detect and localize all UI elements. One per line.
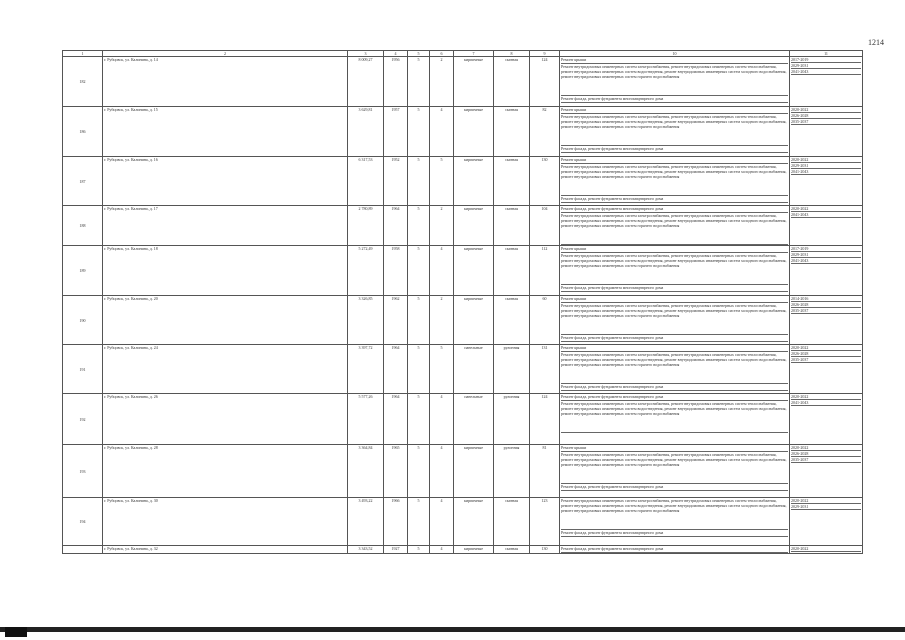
years-cell: [790, 498, 863, 546]
roof-type-cell: скатная: [494, 206, 530, 246]
wall-material-cell: кирпичные: [454, 57, 494, 107]
row-number: 191: [63, 345, 103, 394]
work-item: Ремонт внутридомовых инженерных систем электроснабжения, ремонт внутридомовых инженерных систем теплоснабжения, ремонт внутридомовых инженерных систем водоотведения, ремонт внутридомовых инженерных систем холодного водоснабжения, ремонт внутридомовых инженерных систем горячего водоснабжения: [561, 452, 788, 484]
units-cell: 112: [530, 246, 560, 296]
work-item: Ремонт фасада, ремонт фундамента многоквартирного дома: [561, 335, 788, 342]
works-cell: [560, 246, 790, 296]
entrances-cell: 2: [430, 57, 454, 107]
work-item: Ремонт фасада, ремонт фундамента многоквартирного дома: [561, 206, 788, 213]
year-range: 2020-2022: [791, 394, 861, 400]
year-range: 2017-2019: [791, 57, 861, 63]
row-number: 186: [63, 107, 103, 157]
entrances-cell: 4: [430, 445, 454, 498]
year-range: 2029-2031: [791, 252, 861, 258]
years-cell: [790, 445, 863, 498]
table-row: [63, 546, 863, 554]
year-range: 2026-2028: [791, 351, 861, 357]
row-number: 182: [63, 57, 103, 107]
work-item: Ремонт внутридомовых инженерных систем электроснабжения, ремонт внутридомовых инженерных систем теплоснабжения, ремонт внутридомовых инженерных систем водоотведения, ремонт внутридомовых инженерных систем холодного водоснабжения, ремонт внутридомовых инженерных систем горячего водоснабжения: [561, 352, 788, 384]
wall-material-cell: панельные: [454, 394, 494, 445]
units-cell: 82: [530, 107, 560, 157]
works-cell: [560, 57, 790, 107]
address-cell: г. Рубцовск, ул. Калинина, д. 30: [103, 498, 348, 546]
area-cell: 3 343,52: [348, 546, 384, 554]
row-number: 194: [63, 498, 103, 546]
units-cell: 81: [530, 445, 560, 498]
floors-cell: 5: [408, 394, 430, 445]
work-item: Ремонт внутридомовых инженерных систем электроснабжения, ремонт внутридомовых инженерных систем теплоснабжения, ремонт внутридомовых инженерных систем водоотведения, ремонт внутридомовых инженерных систем холодного водоснабжения, ремонт внутридомовых инженерных систем горячего водоснабжения: [561, 164, 788, 196]
address-cell: г. Рубцовск, ул. Калинина, д. 28: [103, 445, 348, 498]
roof-type-cell: скатная: [494, 57, 530, 107]
entrances-cell: 2: [430, 296, 454, 345]
area-cell: 5 577,26: [348, 394, 384, 445]
year-range: 2026-2028: [791, 113, 861, 119]
year-range: 2026-2028: [791, 302, 861, 308]
row-number: 193: [63, 445, 103, 498]
years-cell: [790, 246, 863, 296]
year-range: 2029-2031: [791, 163, 861, 169]
scan-mark: [5, 627, 27, 637]
header-cell: 3: [348, 51, 384, 57]
area-cell: 3 493,22: [348, 498, 384, 546]
works-cell: [560, 445, 790, 498]
works-cell: [560, 345, 790, 394]
header-cell: 7: [454, 51, 494, 57]
floors-cell: 5: [408, 246, 430, 296]
year-range: 2041-2043: [791, 69, 861, 75]
floors-cell: 5: [408, 445, 430, 498]
roof-type-cell: скатная: [494, 157, 530, 206]
work-item: Ремонт внутридомовых инженерных систем электроснабжения, ремонт внутридомовых инженерных систем теплоснабжения, ремонт внутридомовых инженерных систем водоотведения, ремонт внутридомовых инженерных систем холодного водоснабжения, ремонт внутридомовых инженерных систем горячего водоснабжения: [561, 498, 788, 530]
entrances-cell: 4: [430, 498, 454, 546]
works-cell: [560, 498, 790, 546]
year-range: 2026-2028: [791, 451, 861, 457]
row-number: 190: [63, 296, 103, 345]
year-range: 2041-2043: [791, 169, 861, 175]
area-cell: 3 364,84: [348, 445, 384, 498]
roof-type-cell: рулонная: [494, 345, 530, 394]
header-cell: 11: [790, 51, 863, 57]
row-number: 189: [63, 246, 103, 296]
address-cell: г. Рубцовск, ул. Калинина, д. 15: [103, 107, 348, 157]
table-row: [63, 206, 863, 246]
area-cell: 5 272,49: [348, 246, 384, 296]
year-built-cell: 1965: [384, 445, 408, 498]
wall-material-cell: панельные: [454, 345, 494, 394]
units-cell: 130: [530, 546, 560, 554]
page-number: 1214: [868, 38, 884, 47]
year-built-cell: 1964: [384, 345, 408, 394]
work-item: Ремонт крыши: [561, 246, 788, 253]
address-cell: г. Рубцовск, ул. Калинина, д. 32: [103, 546, 348, 554]
years-cell: [790, 206, 863, 246]
year-range: 2035-2037: [791, 357, 861, 363]
year-range: 2020-2022: [791, 345, 861, 351]
works-cell: [560, 157, 790, 206]
capital-repair-table: [62, 50, 863, 554]
years-cell: [790, 345, 863, 394]
year-range: 2020-2022: [791, 206, 861, 212]
floors-cell: 5: [408, 546, 430, 554]
year-built-cell: 1957: [384, 107, 408, 157]
year-range: 2041-2043: [791, 212, 861, 218]
year-built-cell: 1964: [384, 394, 408, 445]
years-cell: [790, 57, 863, 107]
work-item: Ремонт фасада, ремонт фундамента многоквартирного дома: [561, 285, 788, 292]
work-item: Ремонт фасада, ремонт фундамента многоквартирного дома: [561, 146, 788, 153]
entrances-cell: 4: [430, 246, 454, 296]
wall-material-cell: кирпичные: [454, 107, 494, 157]
work-item: Ремонт фасада, ремонт фундамента многоквартирного дома: [561, 546, 788, 553]
entrances-cell: 5: [430, 345, 454, 394]
table-row: [63, 107, 863, 157]
roof-type-cell: скатная: [494, 296, 530, 345]
entrances-cell: 2: [430, 206, 454, 246]
work-item: Ремонт внутридомовых инженерных систем электроснабжения, ремонт внутридомовых инженерных систем теплоснабжения, ремонт внутридомовых инженерных систем водоотведения, ремонт внутридомовых инженерных систем холодного водоснабжения, ремонт внутридомовых инженерных систем горячего водоснабжения: [561, 401, 788, 433]
entrances-cell: 5: [430, 157, 454, 206]
work-item: Ремонт внутридомовых инженерных систем электроснабжения, ремонт внутридомовых инженерных систем теплоснабжения, ремонт внутридомовых инженерных систем водоотведения, ремонт внутридомовых инженерных систем холодного водоснабжения, ремонт внутридомовых инженерных систем горячего водоснабжения: [561, 213, 788, 245]
roof-type-cell: скатная: [494, 107, 530, 157]
year-built-cell: 1964: [384, 206, 408, 246]
year-range: 2020-2022: [791, 498, 861, 504]
work-item: Ремонт фасада, ремонт фундамента многоквартирного дома: [561, 96, 788, 103]
work-item: Ремонт крыши: [561, 57, 788, 64]
table-row: [63, 394, 863, 445]
year-built-cell: 1966: [384, 498, 408, 546]
row-number: [63, 546, 103, 554]
year-range: 2041-2043: [791, 258, 861, 264]
wall-material-cell: кирпичные: [454, 157, 494, 206]
works-cell: [560, 546, 790, 554]
floors-cell: 5: [408, 206, 430, 246]
year-range: 2020-2022: [791, 107, 861, 113]
table-row: [63, 445, 863, 498]
year-range: 2029-2031: [791, 504, 861, 510]
floors-cell: 5: [408, 57, 430, 107]
floors-cell: 5: [408, 157, 430, 206]
table-row: [63, 246, 863, 296]
roof-type-cell: скатная: [494, 246, 530, 296]
years-cell: [790, 157, 863, 206]
units-cell: 60: [530, 296, 560, 345]
table-row: [63, 296, 863, 345]
year-range: 2017-2019: [791, 246, 861, 252]
roof-type-cell: скатная: [494, 546, 530, 554]
units-cell: 104: [530, 206, 560, 246]
header-cell: 5: [408, 51, 430, 57]
work-item: Ремонт внутридомовых инженерных систем электроснабжения, ремонт внутридомовых инженерных систем теплоснабжения, ремонт внутридомовых инженерных систем водоотведения, ремонт внутридомовых инженерных систем холодного водоснабжения, ремонт внутридомовых инженерных систем горячего водоснабжения: [561, 253, 788, 285]
entrances-cell: 4: [430, 546, 454, 554]
area-cell: 3 397,72: [348, 345, 384, 394]
header-cell: 2: [103, 51, 348, 57]
year-range: 2035-2037: [791, 308, 861, 314]
entrances-cell: 4: [430, 107, 454, 157]
year-range: 2020-2022: [791, 445, 861, 451]
work-item: Ремонт фасада, ремонт фундамента многоквартирного дома: [561, 484, 788, 491]
work-item: Ремонт внутридомовых инженерных систем электроснабжения, ремонт внутридомовых инженерных систем теплоснабжения, ремонт внутридомовых инженерных систем водоотведения, ремонт внутридомовых инженерных систем холодного водоснабжения, ремонт внутридомовых инженерных систем горячего водоснабжения: [561, 64, 788, 96]
area-cell: 2 780,89: [348, 206, 384, 246]
years-cell: [790, 107, 863, 157]
table-row: [63, 157, 863, 206]
area-cell: 3 326,85: [348, 296, 384, 345]
wall-material-cell: кирпичные: [454, 206, 494, 246]
table-row: [63, 345, 863, 394]
scan-edge: [0, 627, 905, 632]
year-range: 2035-2037: [791, 119, 861, 125]
work-item: Ремонт фасада, ремонт фундамента многоквартирного дома: [561, 394, 788, 401]
header-cell: 9: [530, 51, 560, 57]
wall-material-cell: кирпичные: [454, 296, 494, 345]
address-cell: г. Рубцовск, ул. Калинина, д. 18: [103, 246, 348, 296]
work-item: Ремонт крыши: [561, 157, 788, 164]
row-number: 192: [63, 394, 103, 445]
roof-type-cell: рулонная: [494, 394, 530, 445]
year-built-cell: 1962: [384, 296, 408, 345]
header-cell: 4: [384, 51, 408, 57]
years-cell: [790, 546, 863, 554]
units-cell: 130: [530, 157, 560, 206]
work-item: Ремонт крыши: [561, 107, 788, 114]
year-range: 2041-2043: [791, 400, 861, 406]
floors-cell: 5: [408, 345, 430, 394]
address-cell: г. Рубцовск, ул. Калинина, д. 24: [103, 345, 348, 394]
works-cell: [560, 296, 790, 345]
units-cell: 124: [530, 394, 560, 445]
address-cell: г. Рубцовск, ул. Калинина, д. 14: [103, 57, 348, 107]
year-range: 2020-2022: [791, 546, 861, 552]
units-cell: 131: [530, 345, 560, 394]
year-built-cell: 1952: [384, 157, 408, 206]
header-cell: 10: [560, 51, 790, 57]
work-item: Ремонт крыши: [561, 345, 788, 352]
work-item: Ремонт фасада, ремонт фундамента многоквартирного дома: [561, 384, 788, 391]
area-cell: 8 009,27: [348, 57, 384, 107]
year-range: 2020-2022: [791, 157, 861, 163]
years-cell: [790, 394, 863, 445]
works-cell: [560, 206, 790, 246]
roof-type-cell: скатная: [494, 498, 530, 546]
year-range: 2035-2037: [791, 457, 861, 463]
years-cell: [790, 296, 863, 345]
works-cell: [560, 107, 790, 157]
area-cell: 3 629,81: [348, 107, 384, 157]
header-cell: 6: [430, 51, 454, 57]
works-cell: [560, 394, 790, 445]
wall-material-cell: кирпичные: [454, 546, 494, 554]
entrances-cell: 4: [430, 394, 454, 445]
header-cell: 1: [63, 51, 103, 57]
wall-material-cell: кирпичные: [454, 445, 494, 498]
work-item: Ремонт крыши: [561, 445, 788, 452]
address-cell: г. Рубцовск, ул. Калинина, д. 16: [103, 157, 348, 206]
row-number: 188: [63, 206, 103, 246]
year-range: 2014-2016: [791, 296, 861, 302]
work-item: Ремонт фасада, ремонт фундамента многоквартирного дома: [561, 196, 788, 203]
work-item: Ремонт фасада, ремонт фундамента многоквартирного дома: [561, 530, 788, 537]
year-built-cell: 1927: [384, 546, 408, 554]
year-built-cell: 1956: [384, 57, 408, 107]
address-cell: г. Рубцовск, ул. Калинина, д. 20: [103, 296, 348, 345]
work-item: Ремонт крыши: [561, 296, 788, 303]
address-cell: г. Рубцовск, ул. Калинина, д. 26: [103, 394, 348, 445]
wall-material-cell: кирпичные: [454, 498, 494, 546]
work-item: Ремонт внутридомовых инженерных систем электроснабжения, ремонт внутридомовых инженерных систем теплоснабжения, ремонт внутридомовых инженерных систем водоотведения, ремонт внутридомовых инженерных систем холодного водоснабжения, ремонт внутридомовых инженерных систем горячего водоснабжения: [561, 303, 788, 335]
year-range: 2029-2031: [791, 63, 861, 69]
row-number: 187: [63, 157, 103, 206]
floors-cell: 5: [408, 296, 430, 345]
units-cell: 124: [530, 57, 560, 107]
roof-type-cell: рулонная: [494, 445, 530, 498]
floors-cell: 5: [408, 498, 430, 546]
table-row: [63, 498, 863, 546]
units-cell: 123: [530, 498, 560, 546]
floors-cell: 5: [408, 107, 430, 157]
year-built-cell: 1958: [384, 246, 408, 296]
area-cell: 6 317,53: [348, 157, 384, 206]
work-item: Ремонт внутридомовых инженерных систем электроснабжения, ремонт внутридомовых инженерных систем теплоснабжения, ремонт внутридомовых инженерных систем водоотведения, ремонт внутридомовых инженерных систем холодного водоснабжения, ремонт внутридомовых инженерных систем горячего водоснабжения: [561, 114, 788, 146]
wall-material-cell: кирпичные: [454, 246, 494, 296]
header-cell: 8: [494, 51, 530, 57]
address-cell: г. Рубцовск, ул. Калинина, д. 17: [103, 206, 348, 246]
table-row: [63, 57, 863, 107]
